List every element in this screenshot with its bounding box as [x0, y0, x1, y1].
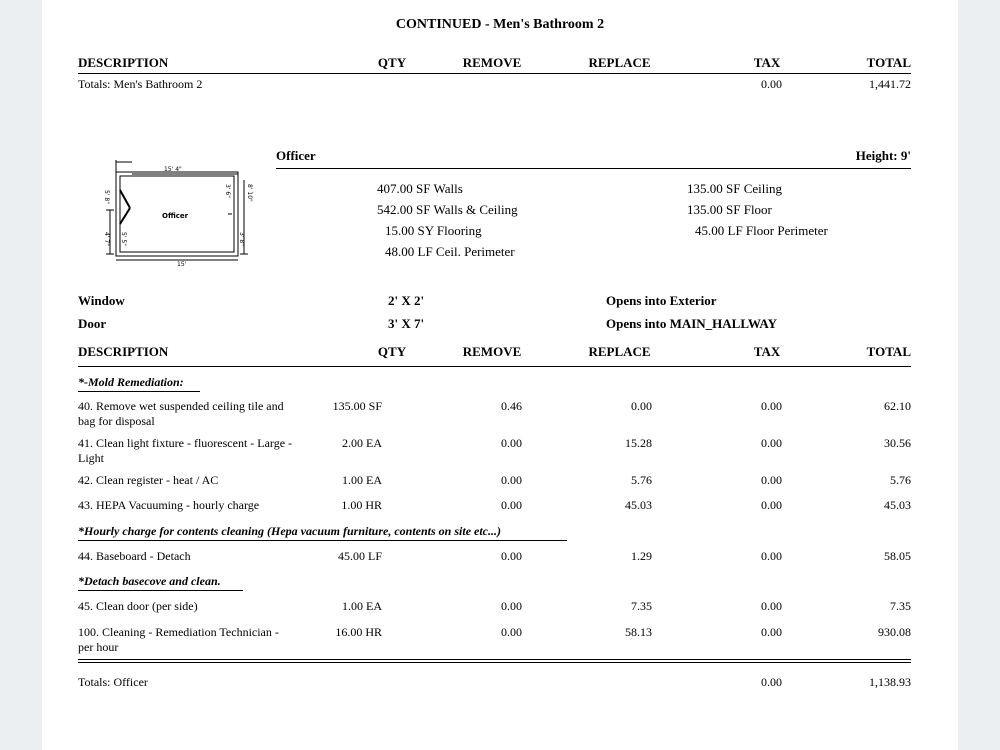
divider — [78, 662, 911, 663]
estimate-page — [42, 0, 958, 750]
officer-totals-total: 1,138.93 — [869, 675, 911, 689]
item-desc: 40. Remove wet suspended ceiling tile and bag for disposal — [78, 399, 284, 428]
opening-window-size: 2' X 2' — [388, 293, 425, 308]
item-remove: 0.00 — [501, 473, 522, 487]
sketch-dim-right-mid: 8' 10" — [246, 184, 253, 202]
item-replace: 45.03 — [625, 498, 652, 512]
item-remove: 0.00 — [501, 549, 522, 563]
sketch-room-label: Officer — [162, 212, 189, 220]
measurement-floor: 135.00 SF Floor — [687, 202, 772, 217]
item-tax: 0.00 — [761, 473, 782, 487]
sketch-dim-left-bottom: 4' 7" — [103, 232, 110, 246]
section-note-mold: *-Mold Remediation: — [78, 375, 184, 389]
item-total: 30.56 — [884, 436, 911, 450]
item-remove: 0.00 — [501, 498, 522, 512]
opening-door-type: Door — [78, 316, 107, 331]
col-total: TOTAL — [866, 55, 911, 70]
item-replace: 15.28 — [625, 436, 652, 450]
sketch-dim-left-mid: 5' 5" — [120, 232, 127, 246]
room-name: Officer — [276, 148, 316, 163]
continued-title: CONTINUED - Men's Bathroom 2 — [395, 17, 605, 32]
col-description-2: DESCRIPTION — [78, 344, 169, 359]
measurement-ceil-perimeter: 48.00 LF Ceil. Perimeter — [385, 244, 515, 259]
measurement-walls-ceiling: 542.00 SF Walls & Ceiling — [377, 202, 518, 217]
underline — [78, 590, 243, 591]
item-total: 7.35 — [890, 599, 911, 613]
item-replace: 1.29 — [631, 549, 652, 563]
item-total: 62.10 — [884, 399, 911, 413]
divider — [78, 73, 911, 74]
room-divider — [276, 168, 911, 169]
item-tax: 0.00 — [761, 498, 782, 512]
item-desc: 41. Clean light fixture - fluorescent - Large - Light — [78, 436, 293, 465]
item-desc: 43. HEPA Vacuuming - hourly charge — [78, 498, 260, 512]
opening-door-size: 3' X 7' — [388, 316, 425, 331]
item-remove: 0.00 — [501, 436, 522, 450]
prev-totals-tax: 0.00 — [761, 77, 782, 91]
sketch-dim-right-bottom: 3' 8" — [238, 232, 245, 246]
officer-totals-tax: 0.00 — [761, 675, 782, 689]
col-remove: REMOVE — [462, 55, 522, 70]
item-total: 45.03 — [884, 498, 911, 512]
item-remove: 0.00 — [501, 625, 522, 639]
sketch-dim-right-top: 3' 6" — [224, 184, 231, 198]
item-total: 930.08 — [878, 625, 911, 639]
room-sketch — [102, 150, 252, 268]
item-replace: 0.00 — [631, 399, 652, 413]
underline — [78, 540, 567, 541]
col-total-2: TOTAL — [866, 344, 911, 359]
measurement-floor-perimeter: 45.00 LF Floor Perimeter — [695, 223, 828, 238]
col-tax-2: TAX — [753, 344, 781, 359]
room-height: Height: 9' — [855, 148, 911, 163]
divider — [78, 366, 911, 367]
item-qty: 16.00 HR — [335, 625, 382, 639]
measurement-ceiling: 135.00 SF Ceiling — [687, 181, 782, 196]
item-qty: 1.00 EA — [342, 599, 382, 613]
item-tax: 0.00 — [761, 549, 782, 563]
item-desc: 42. Clean register - heat / AC — [78, 473, 219, 487]
item-tax: 0.00 — [761, 599, 782, 613]
item-total: 58.05 — [884, 549, 911, 563]
item-desc: 44. Baseboard - Detach — [78, 549, 191, 563]
item-tax: 0.00 — [761, 625, 782, 639]
col-qty-2: QTY — [377, 344, 407, 359]
col-replace-2: REPLACE — [588, 344, 651, 359]
col-remove-2: REMOVE — [462, 344, 522, 359]
col-description: DESCRIPTION — [78, 55, 169, 70]
measurement-walls: 407.00 SF Walls — [377, 181, 463, 196]
note-hourly: *Hourly charge for contents cleaning (Hepa vacuum furniture, contents on site etc...) — [78, 524, 502, 538]
col-tax: TAX — [753, 55, 781, 70]
item-desc: 45. Clean door (per side) — [78, 599, 198, 613]
item-qty: 1.00 HR — [341, 498, 382, 512]
item-qty: 2.00 EA — [342, 436, 382, 450]
measurement-flooring: 15.00 SY Flooring — [385, 223, 482, 238]
sketch-dim-bottom: 15' — [177, 261, 187, 268]
item-remove: 0.46 — [501, 399, 522, 413]
opening-window-type: Window — [78, 293, 125, 308]
item-replace: 58.13 — [625, 625, 652, 639]
item-total: 5.76 — [890, 473, 911, 487]
opening-window-opens: Opens into Exterior — [606, 293, 717, 308]
col-replace: REPLACE — [588, 55, 651, 70]
opening-door-opens: Opens into MAIN_HALLWAY — [606, 316, 777, 331]
item-tax: 0.00 — [761, 399, 782, 413]
item-replace: 5.76 — [631, 473, 652, 487]
sketch-dim-left-top: 5' 8" — [103, 190, 110, 204]
prev-totals-total: 1,441.72 — [869, 77, 911, 91]
measurements-right — [687, 178, 828, 241]
item-qty: 45.00 LF — [337, 549, 382, 563]
item-desc: 100. Cleaning - Remediation Technician - per hour — [78, 625, 279, 654]
item-tax: 0.00 — [761, 436, 782, 450]
officer-totals-label: Totals: Officer — [78, 675, 148, 689]
sketch-dim-top: 15' 4" — [164, 166, 182, 173]
item-qty: 1.00 EA — [342, 473, 382, 487]
prev-totals-label: Totals: Men's Bathroom 2 — [78, 77, 203, 91]
item-remove: 0.00 — [501, 599, 522, 613]
item-qty: 135.00 SF — [332, 399, 382, 413]
measurements-left — [377, 178, 558, 262]
item-replace: 7.35 — [631, 599, 652, 613]
divider — [78, 659, 911, 660]
note-basecove: *Detach basecove and clean. — [78, 574, 221, 588]
underline — [78, 391, 200, 392]
col-qty: QTY — [377, 55, 407, 70]
